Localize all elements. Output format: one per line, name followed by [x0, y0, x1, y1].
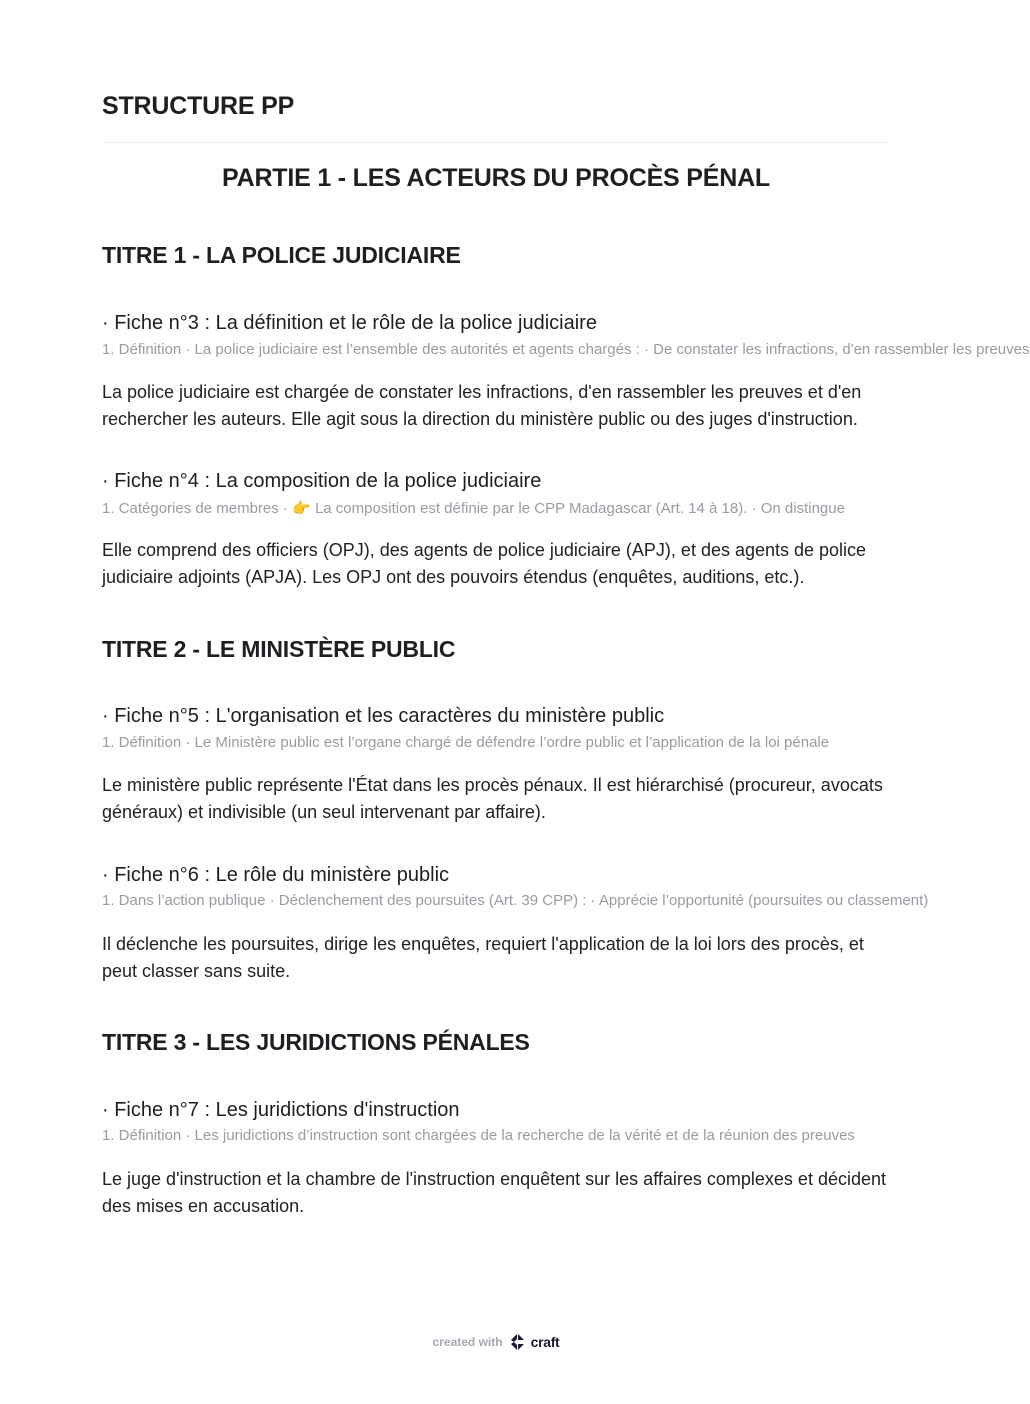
page-title: STRUCTURE PP: [102, 92, 295, 120]
fiche-link-4[interactable]: · Fiche n°4 : La composition de la police judiciaire: [102, 470, 542, 492]
fiche-link-7[interactable]: · Fiche n°7 : Les juridictions d'instruction: [102, 1099, 460, 1121]
titre-heading-3: TITRE 3 - LES JURIDICTIONS PÉNALES: [102, 1029, 530, 1055]
fiche-link-6[interactable]: · Fiche n°6 : Le rôle du ministère public: [102, 864, 450, 886]
title-divider: [102, 142, 890, 143]
part-heading: PARTIE 1 - LES ACTEURS DU PROCÈS PÉNAL: [221, 164, 770, 192]
fiche-summary-7: Le juge d'instruction et la chambre de l'instruction enquêtent sur les affaires complexes et décident des mises en accusation.: [102, 1169, 886, 1216]
pointing-hand-icon: 👉: [292, 500, 311, 517]
fiche-preview-4: [102, 499, 886, 517]
fiche-preview-4-prefix: 1. Catégories de membres ·: [102, 500, 293, 517]
fiche-link-5[interactable]: · Fiche n°5 : L'organisation et les caractères du ministère public: [102, 705, 665, 727]
created-with-footer[interactable]: [0, 1333, 992, 1351]
footer-label: created with: [432, 1335, 503, 1349]
fiche-link-3[interactable]: · Fiche n°3 : La définition et le rôle de la police judiciaire: [102, 312, 597, 334]
titre-heading-1: TITRE 1 - LA POLICE JUDICIAIRE: [102, 242, 461, 268]
fiche-summary-6: Il déclenche les poursuites, dirige les enquêtes, requiert l'application de la loi lors des procès, et peut classer sans suite.: [102, 934, 864, 981]
fiche-preview-6: 1. Dans l’action publique · Déclenchement des poursuites (Art. 39 CPP) : · Apprécie l’opportunité (poursuites ou classement): [102, 892, 929, 909]
craft-logo-icon: [508, 1333, 526, 1351]
fiche-summary-3: La police judiciaire est chargée de constater les infractions, d'en rassembler les preuves et d'en rechercher les auteurs. Elle agit sous la direction du ministère public ou des juges d'instruction.: [102, 382, 862, 429]
fiche-summary-5: Le ministère public représente l'État dans les procès pénaux. Il est hiérarchisé (procureur, avocats généraux) et indivisible (un seul intervenant par affaire).: [102, 775, 883, 822]
fiche-preview-3: 1. Définition · La police judiciaire est l’ensemble des autorités et agents chargés : · De constater les infractions, d'en rassembler les preuves: [102, 341, 1030, 358]
titre-heading-2: TITRE 2 - LE MINISTÈRE PUBLIC: [102, 636, 456, 662]
fiche-summary-4: Elle comprend des officiers (OPJ), des agents de police judiciaire (APJ), et des agents de police judiciaire adjoints (APJA). Les OPJ ont des pouvoirs étendus (enquêtes, auditions, etc.).: [102, 540, 867, 587]
fiche-preview-7: 1. Définition · Les juridictions d’instruction sont chargées de la recherche de la vérité et de la réunion des preuves: [102, 1127, 855, 1144]
craft-brand-name: craft: [530, 1334, 560, 1350]
fiche-preview-4-text: La composition est définie par le CPP Madagascar (Art. 14 à 18). · On distingue: [314, 500, 845, 517]
fiche-preview-5: 1. Définition · Le Ministère public est l’organe chargé de défendre l’ordre public et l’application de la loi pénale: [102, 734, 830, 751]
